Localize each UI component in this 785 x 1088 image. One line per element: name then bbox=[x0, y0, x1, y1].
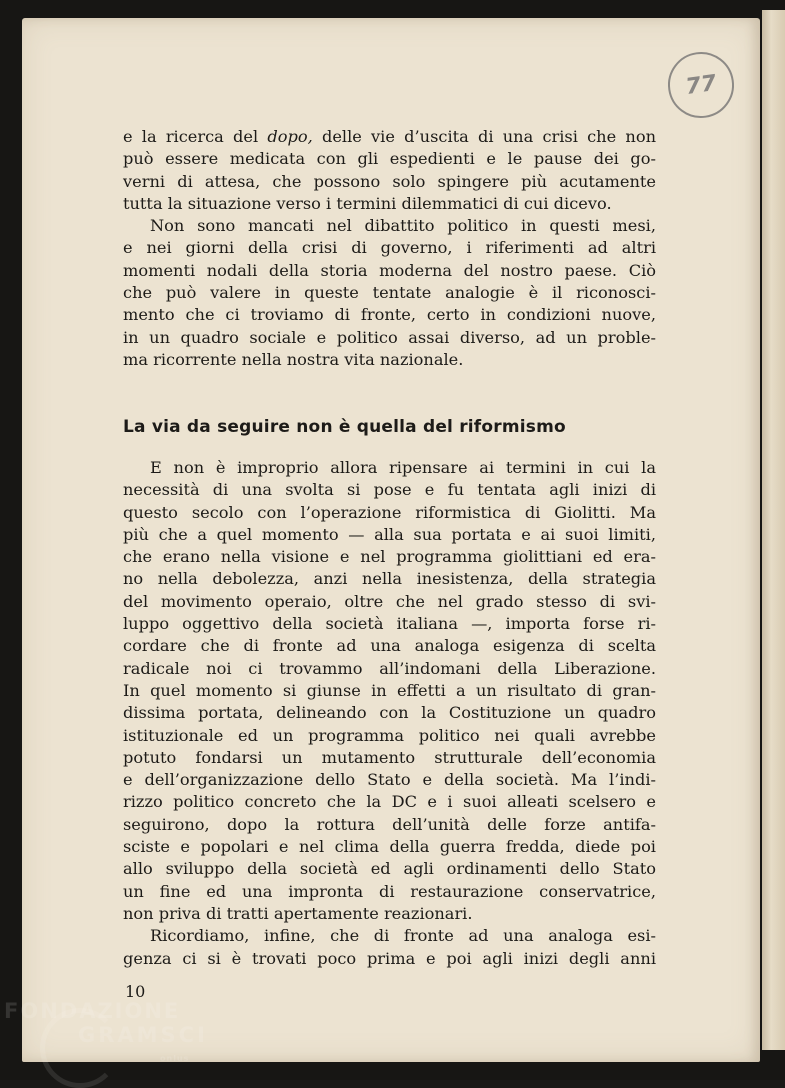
text-line: mento che ci troviamo di fronte, certo in condizioni nuove, bbox=[123, 305, 656, 325]
page-number: 10 bbox=[125, 982, 146, 1001]
text-line: istituzionale ed un programma politico nei quali avrebbe bbox=[123, 725, 656, 745]
text-line: rizzo politico concreto che la DC e i suoi alleati scelsero e bbox=[123, 792, 656, 812]
body-text-top bbox=[123, 126, 656, 371]
text-line: questo secolo con l’operazione riformistica di Giolitti. Ma bbox=[123, 502, 656, 522]
text-line: e la ricerca del dopo, delle vie d’uscita di una crisi che non bbox=[123, 127, 656, 146]
text-line: Non sono mancati nel dibattito politico in questi mesi, bbox=[150, 216, 656, 236]
watermark-logo bbox=[0, 990, 220, 1080]
watermark-line-2: GRAMSCI bbox=[78, 1023, 208, 1047]
text-line: necessità di una svolta si pose e fu tentata agli inizi di bbox=[123, 480, 656, 500]
text-line: Ricordiamo, infine, che di fronte ad una analoga esi- bbox=[150, 926, 656, 946]
text-line: potuto fondarsi un mutamento strutturale dell’economia bbox=[123, 747, 656, 767]
text-line: luppo oggettivo della società italiana —, importa forse ri- bbox=[123, 614, 656, 634]
text-line: e dell’organizzazione dello Stato e della società. Ma l’indi- bbox=[123, 770, 656, 790]
section-heading: La via da seguire non è quella del riformismo bbox=[123, 417, 566, 437]
text-line: seguirono, dopo la rottura dell’unità delle forze antifa- bbox=[123, 814, 656, 834]
text-line: che può valere in queste tentate analogie è il riconosci- bbox=[123, 283, 656, 303]
watermark-line-1: FONDAZIONE bbox=[4, 999, 181, 1023]
text-line: cordare che di fronte ad una analoga esigenza di scelta bbox=[123, 636, 656, 656]
text-line: sciste e popolari e nel clima della guerra fredda, diede poi bbox=[123, 837, 656, 857]
text-line: E non è improprio allora ripensare ai termini in cui la bbox=[150, 458, 656, 477]
text-line: In quel momento si giunse in effetti a un risultato di gran- bbox=[123, 680, 656, 700]
text-line: allo sviluppo della società ed agli ordinamenti dello Stato bbox=[123, 859, 656, 879]
text-line: no nella debolezza, anzi nella inesistenza, della strategia bbox=[123, 569, 656, 589]
text-line: più che a quel momento — alla sua portata e ai suoi limiti, bbox=[123, 524, 656, 544]
paragraph-4 bbox=[123, 925, 656, 970]
text-line: ma ricorrente nella nostra vita nazionale. bbox=[123, 349, 464, 369]
paragraph-3 bbox=[123, 457, 656, 925]
stamp-number: 77 bbox=[684, 70, 718, 100]
paragraph-2 bbox=[123, 215, 656, 371]
text-line: che erano nella visione e nel programma giolittiani ed era- bbox=[123, 547, 656, 567]
text-line: e nei giorni della crisi di governo, i riferimenti ad altri bbox=[123, 238, 656, 258]
paragraph-1 bbox=[123, 126, 656, 215]
body-text-bottom bbox=[123, 457, 656, 970]
text-line: può essere medicata con gli espedienti e le pause dei go- bbox=[123, 149, 656, 169]
text-line: in un quadro sociale e politico assai diverso, ad un proble- bbox=[123, 327, 656, 347]
watermark-line-3: onlus bbox=[160, 1054, 190, 1063]
text-line: del movimento operaio, oltre che nel grado stesso di svi- bbox=[123, 591, 656, 611]
text-line: verni di attesa, che possono solo spingere più acutamente bbox=[123, 171, 656, 191]
next-page-edge bbox=[762, 10, 785, 1050]
text-line: radicale noi ci trovammo all’indomani della Liberazione. bbox=[123, 658, 656, 678]
text-line: un fine ed una impronta di restaurazione conservatrice, bbox=[123, 881, 656, 901]
text-line: genza ci si è trovati poco prima e poi agli inizi degli anni bbox=[123, 948, 656, 968]
text-line: non priva di tratti apertamente reazionari. bbox=[123, 903, 473, 923]
text-line: momenti nodali della storia moderna del nostro paese. Ciò bbox=[123, 260, 656, 280]
text-line: dissima portata, delineando con la Costituzione un quadro bbox=[123, 703, 656, 723]
text-line: tutta la situazione verso i termini dilemmatici di cui dicevo. bbox=[123, 193, 612, 213]
